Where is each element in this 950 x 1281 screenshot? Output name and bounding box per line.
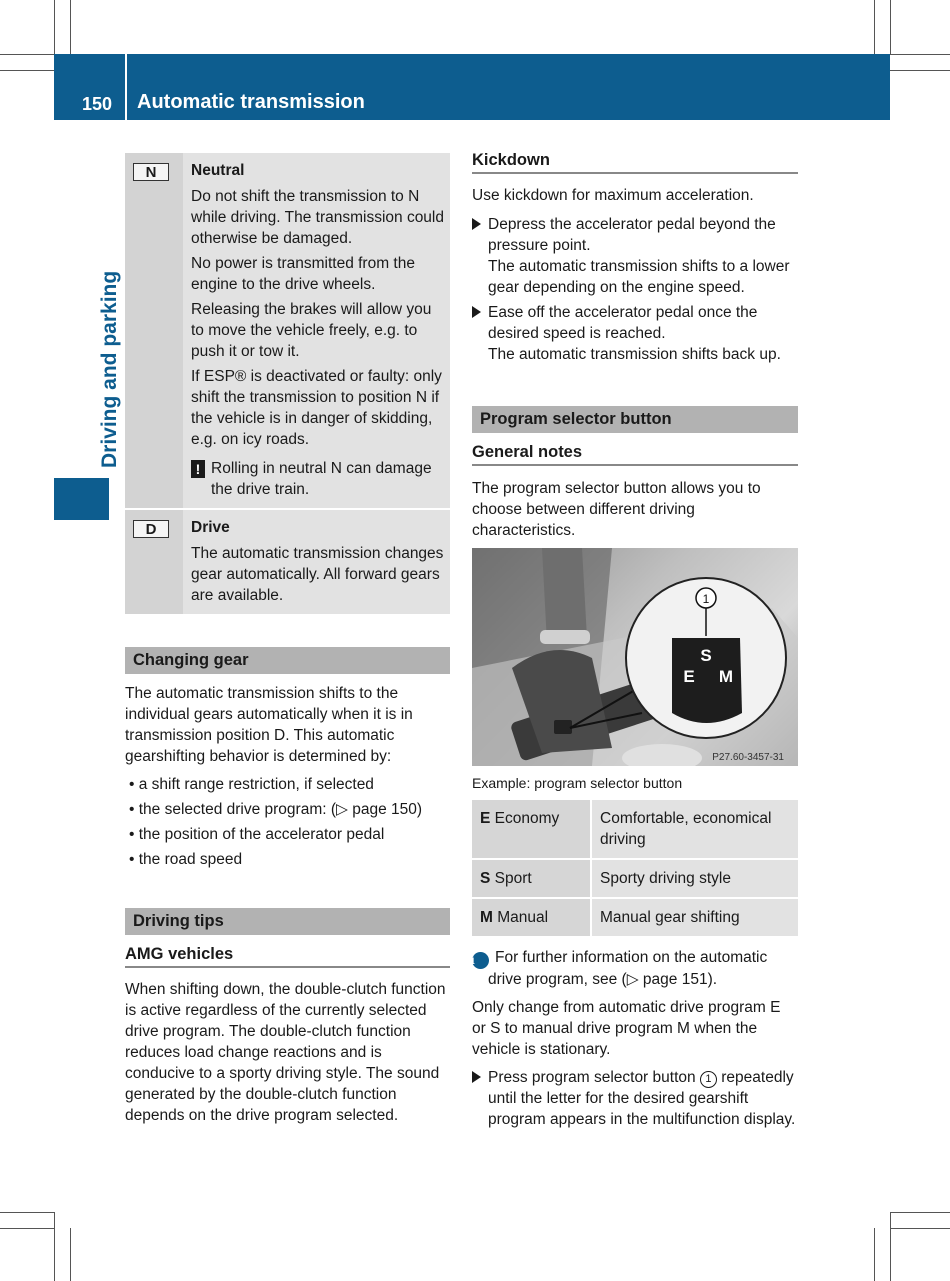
step-item: Press program selector button 1 repeatedly until the letter for the desired gearshift program appears in the multifunction display. (472, 1067, 798, 1130)
gear-key-d: D (133, 520, 169, 538)
crop-mark (0, 1212, 54, 1213)
photo-callout: 1 (702, 592, 710, 606)
gear-paragraph: Releasing the brakes will allow you to move the vehicle freely, e.g. to push it or tow it. (191, 301, 432, 360)
crop-mark (890, 1212, 891, 1281)
section-heading-changing-gear: Changing gear (125, 647, 450, 674)
program-selector-steps (472, 1067, 798, 1134)
crop-mark (0, 1228, 54, 1229)
info-note: i For further information on the automatic drive program, see (▷ page 151). (470, 949, 768, 988)
list-item: • the selected drive program: (▷ page 150) (129, 801, 423, 818)
driving-tips-text: When shifting down, the double-clutch function is active regardless of the currently selected drive program. The double-clutch function reduces load change reactions and is conducive to a sporty driving style. The sound generated by the double-clutch function depends on the drive program selected. (125, 981, 446, 1124)
page-title: Automatic transmission (137, 91, 365, 113)
button-letter-m: M (718, 667, 734, 686)
section-tab-label: Driving and parking (98, 270, 121, 468)
gear-title: Neutral (191, 162, 245, 179)
subheading-amg: AMG vehicles (125, 945, 450, 968)
crop-mark (890, 1212, 950, 1213)
crop-mark (890, 0, 891, 54)
subheading-kickdown: Kickdown (472, 151, 798, 174)
subheading-general-notes: General notes (472, 443, 798, 466)
gear-paragraph: Do not shift the transmission to N while driving. The transmission could otherwise be damaged. (191, 188, 444, 247)
gear-key-n: N (133, 163, 169, 181)
crop-mark (0, 70, 54, 71)
exclamation-icon: ! (191, 460, 205, 478)
list-item: • the road speed (129, 851, 243, 868)
crop-mark (54, 0, 55, 54)
section-heading-driving-tips: Driving tips (125, 908, 450, 935)
gear-paragraph: The automatic transmission changes gear automatically. All forward gears are available. (191, 545, 444, 604)
crop-mark (54, 1212, 55, 1281)
gear-paragraph: No power is transmitted from the engine to the drive wheels. (191, 255, 415, 293)
section-heading-program-selector: Program selector button (472, 406, 798, 433)
info-icon: i (472, 952, 489, 969)
table-row: M Manual Manual gear shifting (472, 897, 798, 936)
warning-note (191, 458, 444, 500)
button-letter-s: S (700, 646, 712, 665)
warning-text: Rolling in neutral N can damage the drive train. (211, 460, 432, 498)
table-row: S Sport Sporty driving style (472, 858, 798, 897)
step-item: Depress the accelerator pedal beyond the pressure point. The automatic transmission shifts to a lower gear depending on the engine speed. (472, 214, 802, 298)
callout-ref: 1 (700, 1071, 717, 1088)
kickdown-intro: Use kickdown for maximum acceleration. (472, 187, 754, 204)
list-item: • a shift range restriction, if selected (129, 776, 374, 793)
gear-row-neutral (125, 153, 450, 508)
program-mode-table (472, 800, 798, 936)
arrow-right-icon (472, 306, 481, 318)
crop-mark (0, 54, 54, 55)
changing-gear-intro: The automatic transmission shifts to the individual gears automatically when it is in transmission position D. This automatic gearshifting behavior is determined by: (125, 685, 413, 765)
photo-caption: Example: program selector button (472, 775, 683, 791)
crop-mark (70, 1228, 71, 1281)
crop-mark (70, 0, 71, 54)
arrow-right-icon (472, 218, 481, 230)
crop-mark (874, 0, 875, 54)
arrow-right-icon (472, 1071, 481, 1083)
crop-mark (890, 54, 950, 55)
crop-mark (874, 1228, 875, 1281)
button-letter-e: E (683, 667, 695, 686)
section-tab-marker (54, 478, 109, 520)
page-number: 150 (82, 94, 113, 114)
crop-mark (890, 70, 950, 71)
step-item: Ease off the accelerator pedal once the desired speed is reached. The automatic transmission shifts back up. (472, 302, 802, 365)
changing-gear-list (125, 774, 450, 874)
gear-row-drive (125, 508, 450, 614)
program-selector-intro: The program selector button allows you to choose between different driving characteristics. (472, 480, 761, 539)
crop-mark (890, 1228, 950, 1229)
image-code: P27.60-3457-31 (712, 752, 784, 763)
gear-position-table (125, 153, 450, 614)
table-row: E Economy Comfortable, economical driving (472, 800, 798, 858)
console-illustration (472, 548, 798, 766)
program-selector-photo (472, 548, 798, 766)
gear-title: Drive (191, 519, 230, 536)
kickdown-steps (472, 214, 802, 369)
header-divider (125, 54, 127, 120)
change-note: Only change from automatic drive program E or S to manual drive program M when the vehicle is stationary. (472, 999, 781, 1058)
list-item: • the position of the accelerator pedal (129, 826, 385, 843)
gear-paragraph: If ESP® is deactivated or faulty: only shift the transmission to position N if the vehicle is in danger of skidding, e.g. on icy roads. (191, 368, 442, 448)
